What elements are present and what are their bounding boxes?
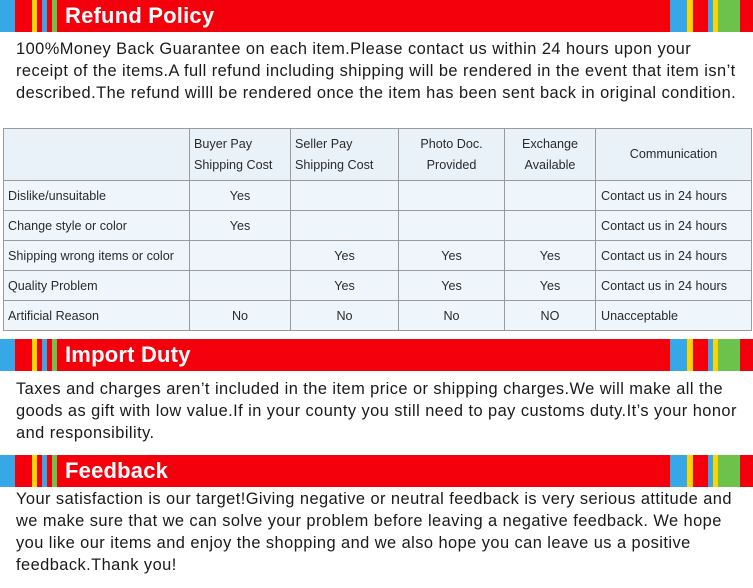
feedback-title: Feedback [65,458,169,483]
import-duty-text: Taxes and charges aren’t included in the item price or shipping charges.We will make all the goods as gift with low value.If in your county you still need to pay customs duty.It’s your honor and responsibility. [16,380,737,442]
table-cell: Yes [399,241,505,271]
table-cell: Contact us in 24 hours [596,211,752,241]
table-header-cell: Exchange Available [505,129,596,181]
table-cell [190,241,291,271]
table-header-cell: Seller Pay Shipping Cost [291,129,399,181]
table-cell: No [190,301,291,331]
refund-policy-title: Refund Policy [65,3,215,28]
table-cell [399,181,505,211]
table-header-cell [4,129,190,181]
table-cell: Contact us in 24 hours [596,271,752,301]
table-cell: Artificial Reason [4,301,190,331]
table-cell: Yes [190,181,291,211]
table-cell [505,181,596,211]
table-cell: Contact us in 24 hours [596,241,752,271]
refund-policy-text: 100%Money Back Guarantee on each item.Please contact us within 24 hours upon your receipt of the items.A full refund including shipping will be rendered in the event that item isn’t described.The refund willl be rendered once the item has been sent back in original condition. [16,40,737,102]
table-cell: Yes [505,271,596,301]
table-cell: Yes [291,271,399,301]
banner-stripes-right [670,339,753,371]
table-row [4,181,752,211]
feedback-banner [0,455,753,487]
table-cell [399,211,505,241]
table-cell: Yes [399,271,505,301]
table-cell: Yes [190,211,291,241]
table-cell: No [291,301,399,331]
table-cell: NO [505,301,596,331]
table-cell: Change style or color [4,211,190,241]
banner-stripes-left [0,455,57,487]
table-header-cell: Photo Doc. Provided [399,129,505,181]
table-row [4,271,752,301]
table-row [4,211,752,241]
table-cell [291,211,399,241]
import-duty-banner [0,339,753,371]
table-cell: No [399,301,505,331]
table-header-row [4,129,752,181]
table-cell: Quality Problem [4,271,190,301]
table-cell: Shipping wrong items or color [4,241,190,271]
refund-policy-banner [0,0,753,32]
table-cell [190,271,291,301]
table-cell: Dislike/unsuitable [4,181,190,211]
table-cell: Contact us in 24 hours [596,181,752,211]
table-cell: Unacceptable [596,301,752,331]
refund-table [3,128,752,331]
banner-stripes-right [670,0,753,32]
banner-stripes-right [670,455,753,487]
table-cell: Yes [505,241,596,271]
feedback-text: Your satisfaction is our target!Giving negative or neutral feedback is very serious attitude and we make sure that we can solve your problem before leaving a negative feedback. We hope you like our items and enjoy the shopping and we also hope you can leave us a positive feedback.Thank you! [16,490,732,574]
table-row [4,301,752,331]
table-row [4,241,752,271]
banner-stripes-left [0,0,57,32]
table-cell: Yes [291,241,399,271]
table-header-cell: Communication [596,129,752,181]
banner-stripes-left [0,339,57,371]
import-duty-title: Import Duty [65,342,191,367]
table-cell [291,181,399,211]
table-header-cell: Buyer Pay Shipping Cost [190,129,291,181]
table-cell [505,211,596,241]
